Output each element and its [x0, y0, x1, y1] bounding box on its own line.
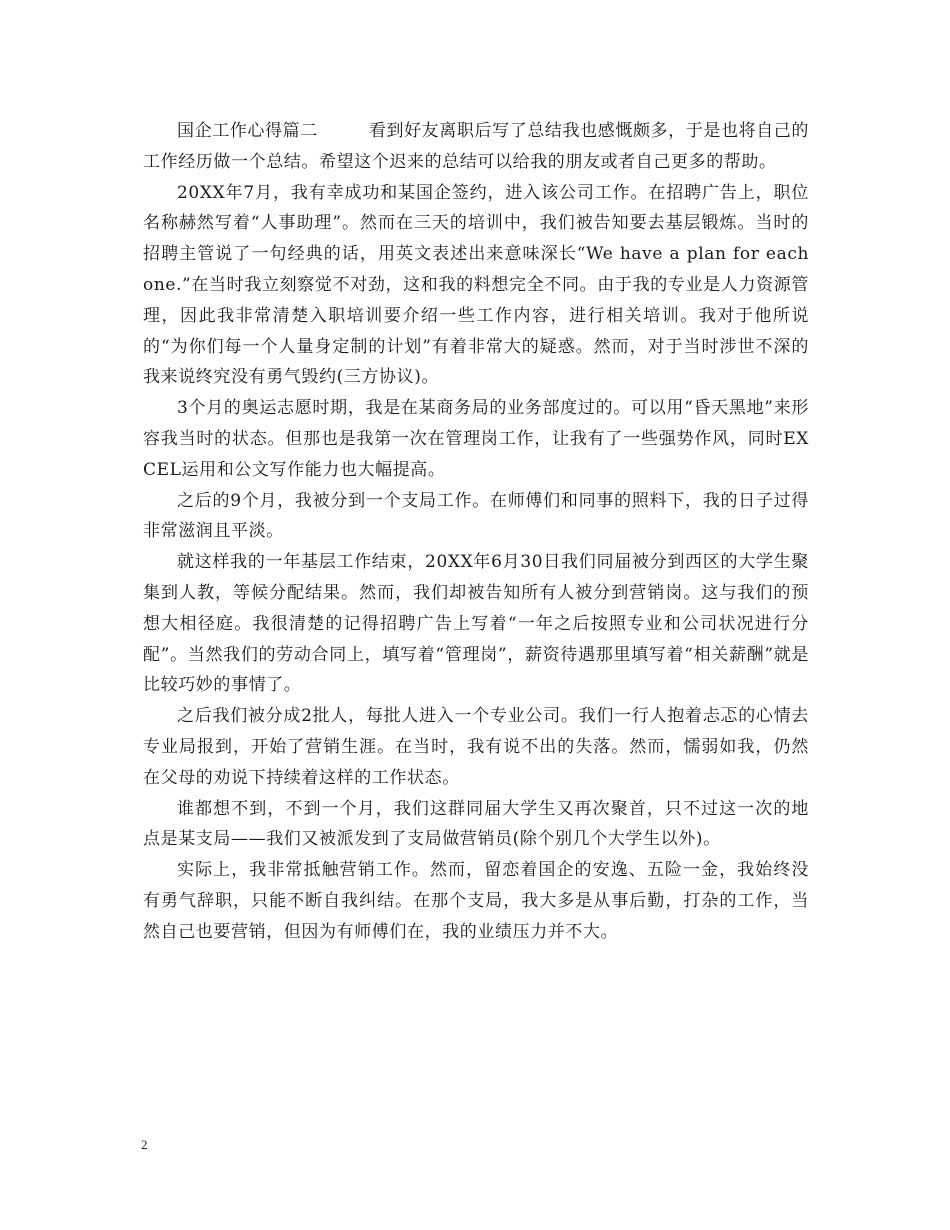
body-paragraph: 20XX年7月，我有幸成功和某国企签约，进入该公司工作。在招聘广告上，职位名称赫然写着“人事助理”。然而在三天的培训中，我们被告知要去基层锻炼。当时的招聘主管说了一句经典的话，用英文表述出来意味深长“We have a plan for each one.”在当时我立刻察觉不对劲，这和我的料想完全不同。由于我的专业是人力资源管理，因此我非常清楚入职培训要介绍一些工作内容，进行相关培训。我对于他所说的“为你们每一个人量身定制的计划”有着非常大的疑惑。然而，对于当时涉世不深的我来说终究没有勇气毁约(三方协议)。: [143, 182, 809, 388]
body-paragraph: 就这样我的一年基层工作结束，20XX年6月30日我们同届被分到西区的大学生聚集到人教，等候分配结果。然而，我们却被告知所有人被分到营销岗。这与我们的预想大相径庭。我很清楚的记得招聘广告上写着“一年之后按照专业和公司状况进行分配”。当然我们的劳动合同上，填写着“管理岗”，薪资待遇那里填写着“相关薪酬”就是比较巧妙的事情了。: [143, 552, 809, 696]
intro-text: 看到好友离职后写了总结我也感慨颇多，于是也将自己的工作经历做一个总结。希望这个迟来的总结可以给我的朋友或者自己更多的帮助。: [143, 121, 810, 172]
body-paragraph: 实际上，我非常抵触营销工作。然而，留恋着国企的安逸、五险一金，我始终没有勇气辞职，只能不断自我纠结。在那个支局，我大多是从事后勤，打杂的工作，当然自己也要营销，但因为有师傅们在，我的业绩压力并不大。: [143, 860, 809, 942]
body-paragraph: 之后我们被分成2批人，每批人进入一个专业公司。我们一行人抱着忐忑的心情去专业局报到，开始了营销生涯。在当时，我有说不出的失落。然而，懦弱如我，仍然在父母的劝说下持续着这样的工作状态。: [143, 706, 809, 788]
body-paragraph: 谁都想不到，不到一个月，我们这群同届大学生又再次聚首，只不过这一次的地点是某支局——我们又被派发到了支局做营销员(除个别几个大学生以外)。: [143, 798, 809, 850]
page-number: 2: [141, 1137, 148, 1152]
section-heading: 国企工作心得篇二: [177, 121, 318, 141]
intro-paragraph: [143, 116, 809, 178]
document-page: [143, 116, 809, 948]
body-paragraph: 3个月的奥运志愿时期，我是在某商务局的业务部度过的。可以用“昏天黑地”来形容我当时的状态。但那也是我第一次在管理岗工作，让我有了一些强势作风，同时EXCEL运用和公文写作能力也大幅提高。: [143, 398, 809, 480]
body-paragraph: 之后的9个月，我被分到一个支局工作。在师傅们和同事的照料下，我的日子过得非常滋润且平淡。: [143, 490, 809, 542]
